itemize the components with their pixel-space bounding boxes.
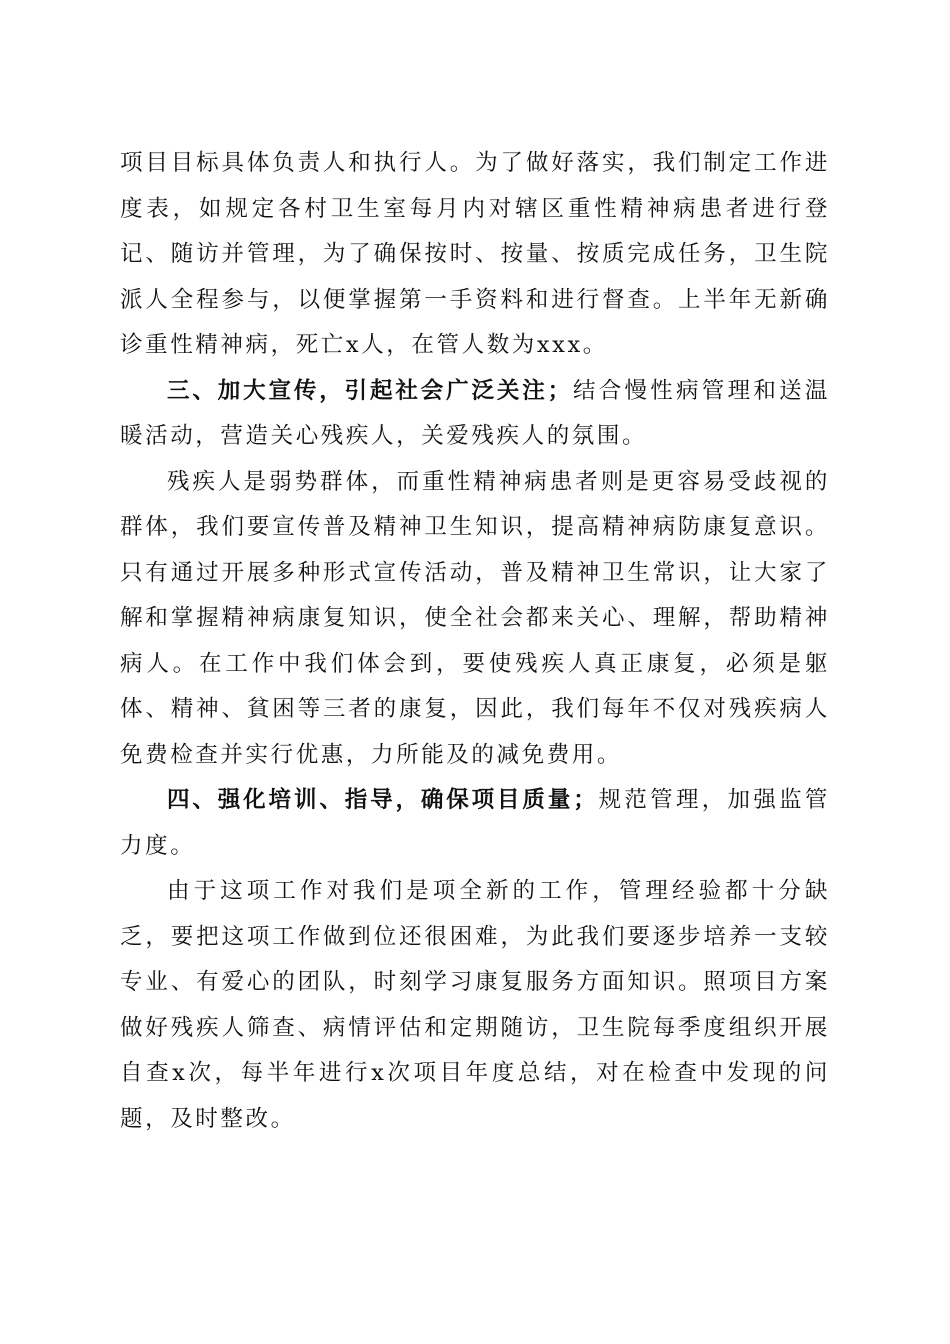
paragraph-text: 残疾人是弱势群体，而重性精神病患者则是更容易受歧视的群体，我们要宣传普及精神卫生知识，提高精神病防康复意识。只有通过开展多种形式宣传活动，普及精神卫生常识，让大家了解和掌握精神病康复知识，使全社会都来关心、理解，帮助精神病人。在工作中我们体会到，要使残疾人真正康复，必须是躯体、精神、貧困等三者的康复，因此，我们每年不仅对残疾病人免费检查并实行优惠，力所能及的减免费用。	[120, 468, 830, 768]
paragraph-mental-health-awareness	[120, 460, 830, 779]
paragraph-task-progress	[120, 141, 830, 369]
paragraph-text: 项目目标具体负责人和执行人。为了做好落实，我们制定工作进度表，如规定各村卫生室每月内对辖区重性精神病患者进行登记、随访并管理，为了确保按时、按量、按质完成任务，卫生院派人全程参与，以便掌握第一手资料和进行督查。上半年无新确诊重性精神病，死亡x人，在管人数为xxx。	[120, 150, 830, 358]
section-heading-three: 三、加大宣传，引起社会广泛关注；	[167, 377, 573, 404]
paragraph-text: 结合慢性病管理和送温暖活动，营造关心残疾人，关爱残疾人的氛围。	[120, 377, 830, 449]
section-heading-four: 四、强化培训、指导，确保项目质量；	[167, 787, 598, 813]
paragraph-text: 规范管理，加强监管力度。	[120, 787, 830, 859]
paragraph-training	[120, 778, 830, 869]
paragraph-text: 由于这项工作对我们是项全新的工作，管理经验都十分缺乏，要把这项工作做到位还很困难，为此我们要逐步培养一支较专业、有爱心的团队，时刻学习康复服务方面知识。照项目方案做好残疾人筛查、病情评估和定期随访，卫生院每季度组织开展自查x次，每半年进行x次项目年度总结，对在检查中发现的问题，及时整改。	[120, 878, 830, 1132]
paragraph-team-building	[120, 869, 830, 1142]
paragraph-publicity	[120, 369, 830, 460]
document-body	[120, 141, 830, 1142]
